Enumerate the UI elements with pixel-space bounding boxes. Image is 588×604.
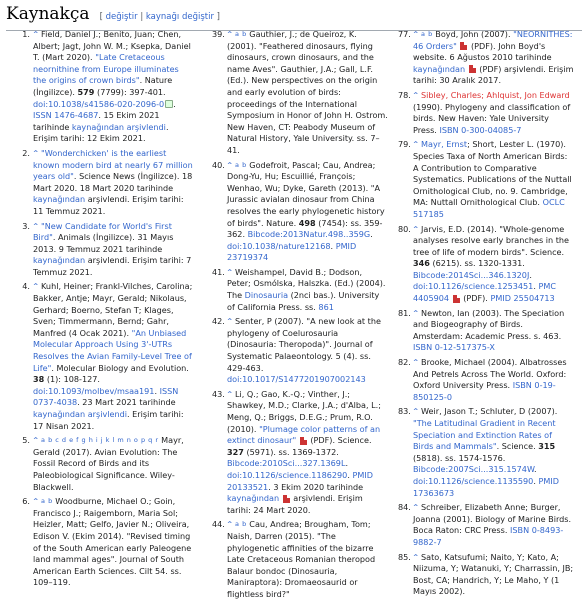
references-column-3 xyxy=(400,29,574,601)
reference-volume: 498 xyxy=(298,217,316,228)
archived-link[interactable]: arşivlendi xyxy=(87,409,128,419)
reference-text: Brooke, Michael (2004). Albatrosses And Petrels Across The World. Oxford: Oxford University Press. xyxy=(413,357,567,391)
backlink-letters[interactable]: a b xyxy=(235,160,247,169)
references-columns xyxy=(0,29,588,599)
reference-title-link[interactable]: "Wonderchicken' is the earliest known modern bird at nearly 67 million years old" xyxy=(33,147,193,182)
bibcode-link[interactable]: Bibcode:2010Sci...327.1369L xyxy=(227,458,346,469)
reference-item-77 xyxy=(400,29,574,87)
reference-number: 41. xyxy=(212,266,225,277)
source-link[interactable]: kaynağından xyxy=(413,63,466,74)
reference-pages: (5971). ss. 1369-1372. xyxy=(246,446,339,457)
reference-item-42 xyxy=(214,316,388,386)
page-link[interactable]: 861 xyxy=(318,301,334,312)
archived-text: arşivlendi xyxy=(293,493,333,504)
reference-number: 44. xyxy=(212,519,225,530)
reference-number: 2. xyxy=(22,147,30,158)
reference-text: Weishampel, David B.; Dodson, Peter; Osmólska, Halszka. (Ed.) (2004). The xyxy=(227,266,386,301)
reference-source: Science. xyxy=(337,435,372,446)
reference-number: 40. xyxy=(212,159,225,170)
backlink-caret: ^ xyxy=(227,160,233,169)
reference-volume: 327 xyxy=(227,446,244,457)
doi-link[interactable]: doi:10.1038/nature12168 xyxy=(227,240,331,251)
reference-number: 78. xyxy=(398,89,411,100)
reference-authors: Weir, Jason T.; Schluter, D (2007). xyxy=(421,406,558,417)
reference-item-81 xyxy=(400,308,574,354)
doi-link[interactable]: doi:10.1126/science.1253451 xyxy=(413,281,534,292)
backlink-letters[interactable]: a b xyxy=(235,30,247,38)
reference-number: 3. xyxy=(22,220,30,231)
section-edit-links xyxy=(100,12,220,22)
reference-number: 85. xyxy=(398,551,411,562)
reference-number: 81. xyxy=(398,307,411,318)
reference-title-link[interactable]: "Late Cretaceous neornithine from Europe illuminates the origins of crown birds" xyxy=(33,52,179,86)
reference-source: John Boyd's website. 6 Ağustos 2010 tarihinde xyxy=(413,40,552,63)
access-date: . Erişim tarihi: 24 Mart 2020. xyxy=(227,493,363,515)
doi-link[interactable]: doi:10.1038/s41586-020-2096-0 xyxy=(33,98,165,109)
author-link[interactable]: Mayr, Ernst xyxy=(421,139,468,150)
pdf-icon xyxy=(453,295,460,303)
reference-item-84 xyxy=(400,502,574,548)
edit-bracket-close: ] xyxy=(216,12,220,22)
issn-link[interactable]: ISSN 0737-4038 xyxy=(33,385,179,408)
backlink-caret[interactable]: ^ xyxy=(413,552,419,561)
backlink-caret: ^ xyxy=(227,30,233,38)
reference-number: 5. xyxy=(22,435,30,446)
open-access-lock-icon xyxy=(165,100,173,108)
pdf-label: (PDF). xyxy=(463,293,488,304)
access-date: . Erişim tarihi: 11 Temmuz 2021. xyxy=(33,194,184,216)
pdf-label: (PDF). xyxy=(470,40,496,51)
reference-source: . Nature (İngilizce). xyxy=(33,75,173,97)
backlink-letters[interactable]: a b xyxy=(41,497,53,506)
backlink-caret[interactable]: ^ xyxy=(33,282,39,291)
reference-volume: 346 xyxy=(413,258,430,269)
reference-item-83: 83. ^ Weir, Jason T.; Schluter, D (2007). "The Latitudinal Gradient in Recent Speciation and Extinction Rates of Birds and Mammals". Science. 315 (5818). ss. 1574-1576. Bibcode:2007Sci...315.1574W. doi:10.1126/science.1135590. PMID 17363673 xyxy=(398,406,559,498)
backlink-letters[interactable]: a b xyxy=(421,30,433,38)
reference-text: Schreiber, Elizabeth Anne; Burger, Joanna (2001). Biology of Marine Birds. Boca Raton: CRC Press. xyxy=(413,502,572,536)
source-link[interactable]: kaynağından xyxy=(227,493,280,504)
issn-link[interactable]: ISSN 1476-4687 xyxy=(33,110,99,121)
archive-text: . 23 Mart 2021 tarihinde xyxy=(77,397,176,408)
reference-source: . Science. xyxy=(496,441,536,452)
pmid-link[interactable]: PMID 23719374 xyxy=(227,240,357,263)
section-heading xyxy=(6,4,582,31)
references-column-2 xyxy=(214,29,388,604)
doi-link[interactable]: doi:10.1093/molbev/msaa191 xyxy=(33,385,155,396)
backlink-caret[interactable]: ^ xyxy=(413,224,419,233)
doi-link[interactable]: doi:10.1126/science.1186290 xyxy=(227,469,348,480)
reference-text: Newton, Ian (2003). The Speciation and Biogeography of Birds. Amsterdam: Academic Press. s. 463. xyxy=(413,307,565,341)
reference-number: 84. xyxy=(398,502,411,513)
backlink-caret[interactable]: ^ xyxy=(413,140,419,149)
reference-source: . Animals (İngilizce). 31 Mayıs 2013. 9 Temmuz 2021 tarihinde xyxy=(33,232,174,254)
reference-number: 39. xyxy=(212,29,225,39)
access-date: . Erişim tarihi: 7 Temmuz 2021. xyxy=(33,255,192,277)
backlink-caret[interactable]: ^ xyxy=(33,221,39,230)
reference-authors: Kuhl, Heiner; Frankl-Vilches, Carolina; Bakker, Antje; Mayr, Gerald; Nikolaus, Gerhard; Boerno, Stefan T; Klages, Sven; Timmermann, Bernd; Gahr, Manfred (4 Ocak 2021). xyxy=(33,281,193,338)
references-column-1 xyxy=(20,29,194,592)
edit-bracket-open: [ xyxy=(99,12,103,22)
reference-title-link[interactable]: "NEORNITHES: 46 Orders" xyxy=(413,29,573,51)
reference-text: Cau, Andrea; Brougham, Tom; Naish, Darren (2015). "The phylogenetic affinities of the bizarre Late Cretaceous Romanian theropod Balaur bondoc (Dinosauria, Maniraptora): Dromaeosaurid or flightless bird?" xyxy=(227,519,376,599)
edit-source-link[interactable]: kaynağı değiştir xyxy=(145,12,214,22)
archived-text: arşivlendi xyxy=(87,255,128,266)
backlink-caret[interactable]: ^ xyxy=(33,148,39,157)
source-link[interactable]: kaynağından xyxy=(71,121,125,132)
isbn-link[interactable]: ISBN 0-12-517375-X xyxy=(413,342,495,353)
isbn-link[interactable]: ISBN 0-300-04085-7 xyxy=(439,124,522,135)
reference-number: 80. xyxy=(398,223,411,234)
reference-authors: Li, Q.; Gao, K.-Q.; Vinther, J.; Shawkey, M.D.; Clarke, J.A.; d'Alba, L.; Meng, Q.; Briggs, D.E.G.; Prum, R.O. (2010). xyxy=(227,388,381,434)
source-link[interactable]: kaynağından xyxy=(33,255,86,266)
pdf-label: (PDF). xyxy=(310,435,336,446)
reference-pages: (1): 108-127. xyxy=(46,374,100,385)
reference-title-link[interactable]: "The Latitudinal Gradient in Recent Speciation and Extinction Rates of Birds and Mammals" xyxy=(413,418,556,452)
reference-source: (2nci bas.). University of California Press. ss. xyxy=(227,290,380,312)
reference-item-40: 40. ^ $^{a b}$ Godefroit, Pascal; Cau, Andrea; Dong-Yu, Hu; Escuillié, François; Wenhao, Wu; Dyke, Gareth (2013). "A Jurassic avialan dinosaur from China resolves the early phylogenetic history of birds". Nature. 498 (7454): ss. 359-362. Bibcode:2013Natur.498..359G. doi:10.1038/nature12168. PMID 23719374 xyxy=(212,159,385,263)
access-date: . Erişim tarihi: 17 Nisan 2021. xyxy=(33,409,184,431)
backlink-caret: ^ xyxy=(33,497,39,506)
reference-item-79 xyxy=(400,139,574,220)
backlink-caret[interactable]: ^ xyxy=(33,30,39,38)
reference-authors: Boyd, John (2007). xyxy=(435,29,511,39)
reference-number: 42. xyxy=(212,316,225,327)
reference-text: Jarvis, E.D. (2014). "Whole-genome analyses resolve early branches in the tree of life of modern birds". Science. xyxy=(413,223,569,257)
reference-text: Sato, Katsufumi; Naito, Y; Kato, A; Niizuma, Y; Watanuki, Y; Charrassin, JB; Bost, CA; Handrich, Y; Le Maho, Y (1 Mayıs 2002). xyxy=(413,551,574,597)
reference-item-43: 43. ^ Li, Q.; Gao, K.-Q.; Vinther, J.; Shawkey, M.D.; Clarke, J.A.; d'Alba, L.; Meng, Q.; Briggs, D.E.G.; Prum, R.O. (2010). "Plumage color patterns of an extinct dinosaur" (PDF). Science. 327 (5971). ss. 1369-1372. Bibcode:2010Sci...327.1369L. doi:10.1126/science.1186290. PMID 20133521. 3 Ekim 2020 tarihinde kaynağından arşivlendi. Erişim tarihi: 24 Mart 2020. xyxy=(212,388,381,515)
backlink-caret[interactable]: ^ xyxy=(413,407,419,416)
reference-text: Mayr, Gerald (2017). Avian Evolution: The Fossil Record of Birds and its Paleobiological Significance. Wiley-Blackwell. xyxy=(33,435,184,492)
reference-number: 43. xyxy=(212,388,225,399)
bibcode-link[interactable]: Bibcode:2013Natur.498..359G xyxy=(247,229,371,240)
reference-number: 6. xyxy=(22,496,30,507)
reference-volume: 38 xyxy=(33,374,45,385)
backlink-caret[interactable]: ^ xyxy=(413,308,419,317)
backlink-letters[interactable]: a b c d e f g h i j k l m n o p q r xyxy=(41,436,159,445)
archived-link[interactable]: arşivlendi xyxy=(126,121,166,132)
section-title: Kaynakça xyxy=(6,4,90,24)
reference-text: Woodburne, Michael O.; Goin, Francisco J.; Raigemborn, Maria Sol; Heizler, Matt; Gelfo, Javier N.; Oliveira, Edison V. (Ekim 2014). "Revised timing of the South American early Paleogene land mammal ages". Journal of South American Earth Sciences. Cilt 54. ss. 109–119. xyxy=(33,496,192,588)
reference-item-44 xyxy=(214,519,388,600)
source-link[interactable]: kaynağından xyxy=(33,194,86,205)
reference-source: . Science News (İngilizce). 18 Mart 2020. 18 Mart 2020 tarihinde xyxy=(33,171,193,193)
reference-number: 4. xyxy=(22,281,30,292)
reference-item-85 xyxy=(400,552,574,598)
doi-link[interactable]: doi:10.1126/science.1135590 xyxy=(413,475,534,486)
reference-number: 77. xyxy=(398,29,411,39)
reference-title-link[interactable]: "Plumage color patterns of an extinct dinosaur" xyxy=(227,423,381,446)
reference-item-3 xyxy=(20,221,194,279)
backlink-caret: ^ xyxy=(227,520,233,529)
isbn-link[interactable]: ISBN 0-8493-9882-7 xyxy=(413,525,564,547)
reference-title-link[interactable]: "New Candidate for World's First Bird" xyxy=(33,220,172,243)
pdf-icon xyxy=(469,65,476,73)
reference-text: Senter, P (2007). "A new look at the phylogeny of Coelurosauria (Dinosauria: Theropoda)". Journal of Systematic Palaeontology. 5 (4). ss. 429-463. xyxy=(227,316,381,373)
reference-text: Godefroit, Pascal; Cau, Andrea; Dong-Yu, Hu; Escuillié, François; Wenhao, Wu; Dyke, Gareth (2013). "A Jurassic avialan dinosaur from China resolves the early phylogenetic history of birds". Nature. xyxy=(227,159,385,228)
reference-item-78 xyxy=(400,90,574,136)
reference-title-link[interactable]: "An Unbiased Molecular Approach Using 3'-UTRs Resolves the Avian Family-Level Tree of Life" xyxy=(33,327,192,373)
punct: . xyxy=(173,98,176,109)
punct: . xyxy=(154,385,158,396)
doi-link[interactable]: doi:10.1017/S1477201907002143 xyxy=(227,374,366,385)
backlink-caret[interactable]: ^ xyxy=(227,389,233,398)
reference-item-39 xyxy=(214,29,388,157)
bibcode-link[interactable]: Bibcode:2007Sci...315.1574W xyxy=(413,464,535,475)
reference-item-5 xyxy=(20,435,194,493)
reference-text: ; Short, Lester L. (1970). Species Taxa of North American Birds: A Contribution to Comparative Systematics. Publications of the Nuttall Ornithological Club, no. 9. Cambridge, MA: Nuttall Ornithological Club. xyxy=(413,139,572,208)
backlink-caret: ^ xyxy=(33,436,39,445)
backlink-caret[interactable]: ^ xyxy=(413,358,419,367)
reference-source: . Molecular Biology and Evolution. xyxy=(51,362,189,373)
archived-text: arşivlendi xyxy=(87,194,128,205)
reference-item-80: 80. ^ Jarvis, E.D. (2014). "Whole-genome analyses resolve early branches in the tree of life of modern birds". Science. 346 (6215). ss. 1320-1331. Bibcode:2014Sci...346.1320J. doi:10.1126/science.1253451. PMC 4405904 (PDF). PMID 25504713 xyxy=(398,223,569,304)
pmid-link[interactable]: PMID 25504713 xyxy=(490,293,555,304)
reference-item-41 xyxy=(214,267,388,313)
reference-authors: Field, Daniel J.; Benito, Juan; Chen, Albert; Jagt, John W. M.; Ksepka, Daniel T. (Mart 2020). xyxy=(33,29,191,63)
backlink-caret[interactable]: ^ xyxy=(413,503,419,512)
reference-number: 1. xyxy=(22,29,30,39)
reference-text: Gauthier, J.; de Queiroz, K. (2001). "Feathered dinosaurs, flying dinosaurs, crown dinosaurs, and the name Aves". Gauthier, J.A.; Gall, L.F. (Ed.). New perspectives on the origin and early evolution of birds: proceedings of the International Symposium in Honor of John H. Ostrom. New Haven, CT: Peabody Museum of Natural History, Yale University. ss. 7–41. xyxy=(227,29,388,155)
pdf-icon xyxy=(460,42,467,50)
reference-number: 79. xyxy=(398,139,411,150)
pmid-link[interactable]: PMID 17363673 xyxy=(413,475,559,498)
backlink-caret[interactable]: ^ xyxy=(413,90,419,99)
bibcode-link[interactable]: Bibcode:2014Sci...346.1320J xyxy=(413,269,530,280)
source-link[interactable]: kaynağından xyxy=(33,409,86,419)
reference-item-6 xyxy=(20,496,194,589)
reference-pages: (6215). ss. 1320-1331. xyxy=(432,258,525,269)
reference-number: 82. xyxy=(398,357,411,368)
pdf-icon xyxy=(300,437,307,445)
edit-link[interactable]: değiştir xyxy=(105,12,138,22)
backlink-caret: ^ xyxy=(413,30,419,38)
archive-text: . 15 Ekim 2021 tarihinde xyxy=(33,110,160,132)
reference-text: (1990). Phylogeny and classification of birds. New Haven: Yale University Press. xyxy=(413,101,571,135)
pdf-label: (PDF) xyxy=(479,63,502,74)
edit-separator: | xyxy=(140,12,144,22)
reference-volume: 579 xyxy=(77,86,95,97)
backlink-letters[interactable]: a b xyxy=(235,520,247,529)
backlink-caret[interactable]: ^ xyxy=(227,267,233,276)
access-date: . Erişim tarihi: 12 Ekim 2021. xyxy=(33,121,169,144)
backlink-caret[interactable]: ^ xyxy=(227,317,233,326)
reference-pages: (7454): ss. 359-362. xyxy=(227,217,383,240)
reference-item-2 xyxy=(20,148,194,218)
reference-item-1 xyxy=(20,29,194,145)
reference-volume: 315 xyxy=(538,441,556,452)
reference-item-4 xyxy=(20,281,194,432)
pmid-link[interactable]: PMID 20133521 xyxy=(227,469,373,492)
pdf-icon xyxy=(283,495,290,503)
author-redlink[interactable]: Sibley, Charles; Ahlquist, Jon Edward xyxy=(421,89,570,100)
reference-title-link[interactable]: Dinosauria xyxy=(244,290,289,301)
access-date: . Erişim tarihi: 30 Aralık 2017. xyxy=(413,63,574,86)
oclc-link[interactable]: OCLC 517185 xyxy=(413,197,565,219)
reference-item-82 xyxy=(400,357,574,403)
archived-text: arşivlendi xyxy=(503,63,544,74)
archive-text: . 3 Ekim 2020 tarihinde xyxy=(268,481,364,492)
reference-number: 83. xyxy=(398,406,411,417)
reference-pages: (5818). ss. 1574-1576. xyxy=(413,452,506,463)
reference-pages: (7799): 397-401. xyxy=(97,86,166,97)
isbn-link[interactable]: ISBN 0-19-850125-0 xyxy=(413,380,556,402)
pmc-link[interactable]: PMC 4405904 xyxy=(413,281,557,304)
